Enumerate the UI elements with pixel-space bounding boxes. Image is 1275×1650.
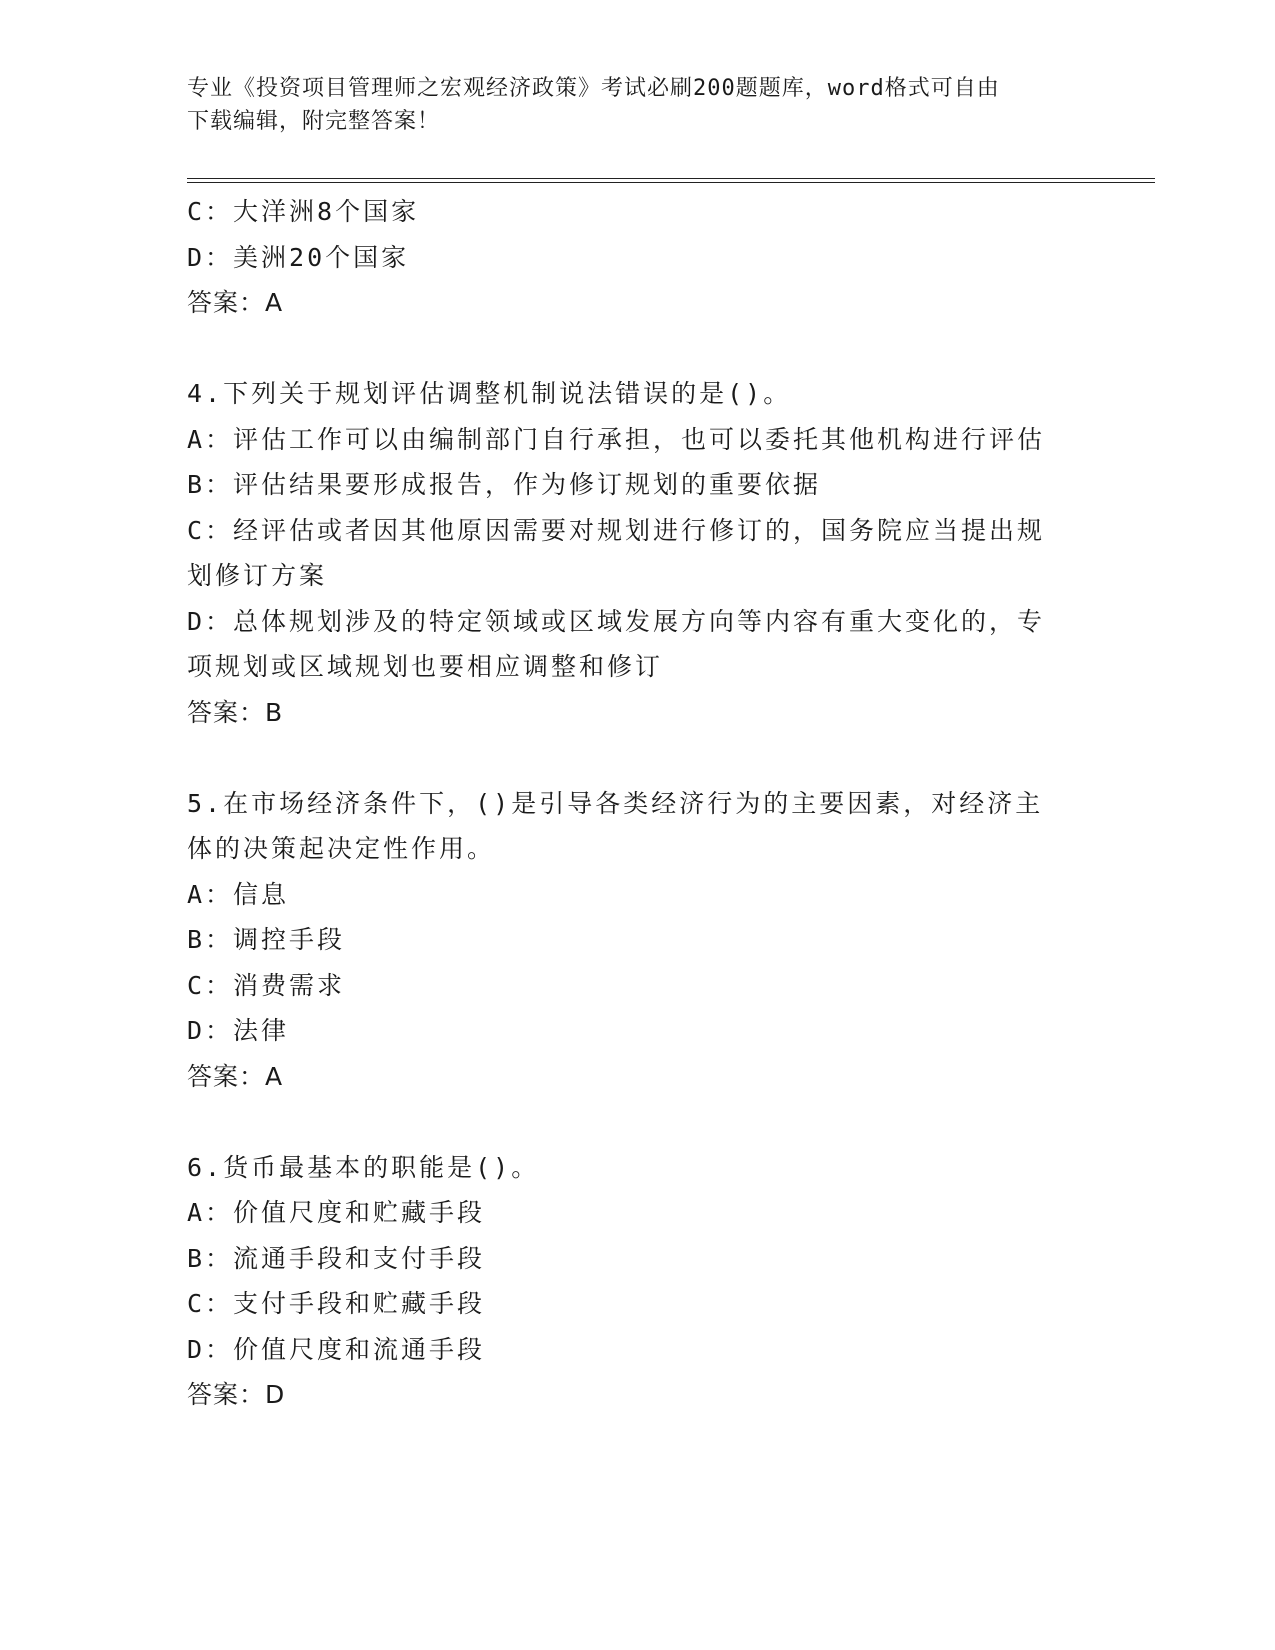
option-c: C：大洋洲8个国家 (187, 197, 420, 226)
option-a: A：信息 (187, 879, 290, 909)
option-a: A：价值尺度和贮藏手段 (187, 1198, 486, 1227)
option-c: C：支付手段和贮藏手段 (187, 1289, 486, 1318)
option-d-continued: 项规划或区域规划也要相应调整和修订 (187, 652, 664, 681)
option-d: D：总体规划涉及的特定领域或区域发展方向等内容有重大变化的，专 (187, 606, 1046, 636)
header-title-line-2: 下载编辑，附完整答案！ (187, 109, 441, 134)
option-d: D：价值尺度和流通手段 (187, 1334, 486, 1364)
prev-question-block (187, 189, 1087, 326)
option-d: D：美洲20个国家 (187, 242, 410, 272)
option-c: C：经评估或者因其他原因需要对规划进行修订的，国务院应当提出规 (187, 515, 1046, 545)
option-c-continued: 划修订方案 (187, 561, 328, 590)
question-stem: 6.货币最基本的职能是()。 (187, 1152, 540, 1182)
question-stem: 4.下列关于规划评估调整机制说法错误的是()。 (187, 379, 792, 408)
option-c: C：消费需求 (187, 970, 346, 1000)
option-d: D：法律 (187, 1016, 290, 1045)
option-b: B：流通手段和支付手段 (187, 1243, 486, 1273)
question-block-6 (187, 1145, 1087, 1418)
spacer (187, 326, 1087, 372)
question-stem: 5.在市场经济条件下，()是引导各类经济行为的主要因素，对经济主 (187, 788, 1044, 818)
answer-line: 答案：A (187, 288, 284, 317)
answer-line: 答案：B (187, 697, 284, 727)
answer-line: 答案：D (187, 1380, 286, 1409)
header-title-line-1: 专业《投资项目管理师之宏观经济政策》考试必刷200题题库，word格式可自由 (187, 76, 1000, 101)
option-b: B：评估结果要形成报告，作为修订规划的重要依据 (187, 470, 822, 499)
header-double-rule (187, 178, 1155, 183)
page-header (187, 72, 1087, 138)
question-block-4 (187, 371, 1087, 735)
option-b: B：调控手段 (187, 925, 346, 954)
question-stem-continued: 体的决策起决定性作用。 (187, 834, 496, 863)
document-body (187, 189, 1087, 1418)
spacer (187, 1099, 1087, 1145)
option-a: A：评估工作可以由编制部门自行承担，也可以委托其他机构进行评估 (187, 424, 1046, 454)
answer-line: 答案：A (187, 1061, 284, 1091)
question-block-5 (187, 781, 1087, 1100)
spacer (187, 735, 1087, 781)
